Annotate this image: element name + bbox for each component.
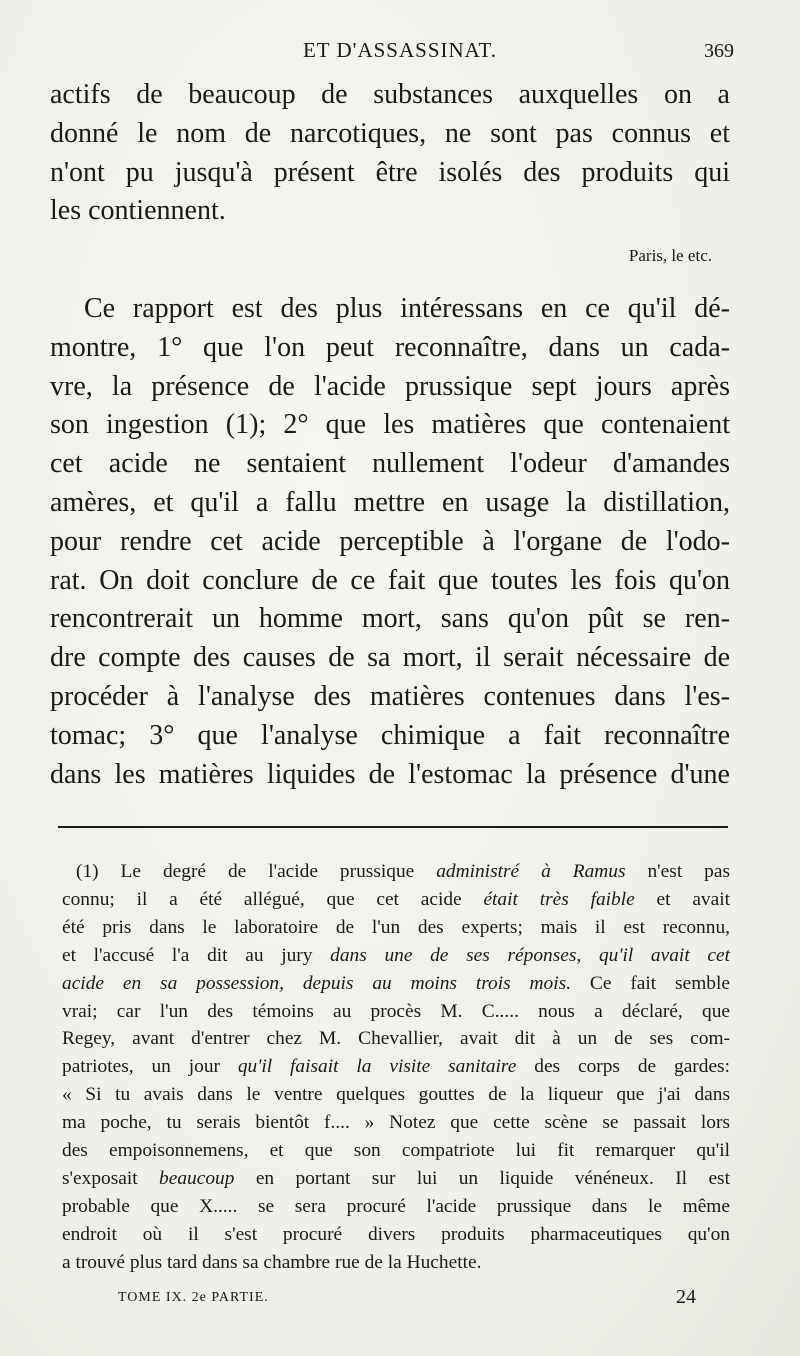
signature-number: 24 xyxy=(676,1286,696,1308)
text-line: actifs de beaucoup de substances auxquelles on a xyxy=(50,79,730,110)
footnote-line: endroit où il s'est procuré divers produits pharmaceutiques qu'on xyxy=(62,1223,730,1245)
sheet-mark: TOME IX. 2e PARTIE. xyxy=(118,1290,269,1305)
text-line: montre, 1° que l'on peut reconnaître, dans un cada- xyxy=(50,331,730,363)
footnote-line: et l'accusé l'a dit au jury dans une de ses réponses, qu'il avait cet xyxy=(62,944,730,966)
text-line: dans les matières liquides de l'estomac la présence d'une xyxy=(50,758,730,790)
text-line: donné le nom de narcotiques, ne sont pas connus et xyxy=(50,117,730,149)
page-number: 369 xyxy=(704,40,734,62)
footnote-line: a trouvé plus tard dans sa chambre rue de la Huchette. xyxy=(62,1251,482,1273)
footnote-line: Regey, avant d'entrer chez M. Chevallier, avait dit à un de ses com- xyxy=(62,1028,730,1050)
text-line: n'ont pu jusqu'à présent être isolés des produits qui xyxy=(50,156,730,188)
page-header xyxy=(60,30,740,70)
text-line: amères, et qu'il a fallu mettre en usage la distillation, xyxy=(50,486,730,518)
letter-signature: Paris, le etc. xyxy=(628,246,712,266)
text-line: tomac; 3° que l'analyse chimique a fait reconnaître xyxy=(50,719,730,751)
footnote-line: vrai; car l'un des témoins au procès M. C..... nous a déclaré, que xyxy=(62,1000,730,1022)
footnote-separator xyxy=(58,826,728,828)
footnote-line: s'exposait beaucoup en portant sur lui un liquide vénéneux. Il est xyxy=(62,1167,730,1189)
paragraph-1 xyxy=(50,76,730,231)
text-line: procéder à l'analyse des matières contenues dans l'es- xyxy=(50,680,730,712)
text-line: Ce rapport est des plus intéressans en ce qu'il dé- xyxy=(84,292,730,324)
text-line: rat. On doit conclure de ce fait que toutes les fois qu'on xyxy=(50,564,730,596)
text-line: son ingestion (1); 2° que les matières que contenaient xyxy=(50,409,730,441)
text-line: dre compte des causes de sa mort, il serait nécessaire de xyxy=(50,642,730,674)
footnote-line: ma poche, tu serais bientôt f.... » Notez que cette scène se passait lors xyxy=(62,1112,730,1134)
main-text xyxy=(50,76,730,794)
footnote-line: « Si tu avais dans le ventre quelques gouttes de la liqueur que j'ai dans xyxy=(62,1084,730,1106)
text-line: pour rendre cet acide perceptible à l'organe de l'odo- xyxy=(50,525,730,557)
text-line: rencontrerait un homme mort, sans qu'on pût se ren- xyxy=(50,603,730,635)
text-line: vre, la présence de l'acide prussique sept jours après xyxy=(50,370,730,402)
footnote-line: été pris dans le laboratoire de l'un des experts; mais il est reconnu, xyxy=(62,916,730,938)
running-head: ET D'ASSASSINAT. xyxy=(302,38,498,62)
text-line: cet acide ne sentaient nullement l'odeur d'amandes xyxy=(50,448,730,480)
footnote-line: patriotes, un jour qu'il faisait la visite sanitaire des corps de gardes: xyxy=(62,1056,730,1078)
footnote-line: connu; il a été allégué, que cet acide était très faible et avait xyxy=(62,888,730,910)
footnote-line: des empoisonnemens, et que son compatriote lui fit remarquer qu'il xyxy=(62,1140,730,1162)
footnote xyxy=(62,858,730,1277)
footnote-line: (1) Le degré de l'acide prussique administré à Ramus n'est pas xyxy=(76,861,730,882)
footnote-line: probable que X..... se sera procuré l'acide prussique dans le même xyxy=(62,1195,730,1217)
paragraph-2 xyxy=(50,290,730,794)
text-line: les contiennent. xyxy=(50,195,226,227)
footnote-line: acide en sa possession, depuis au moins trois mois. Ce fait semble xyxy=(62,972,730,994)
